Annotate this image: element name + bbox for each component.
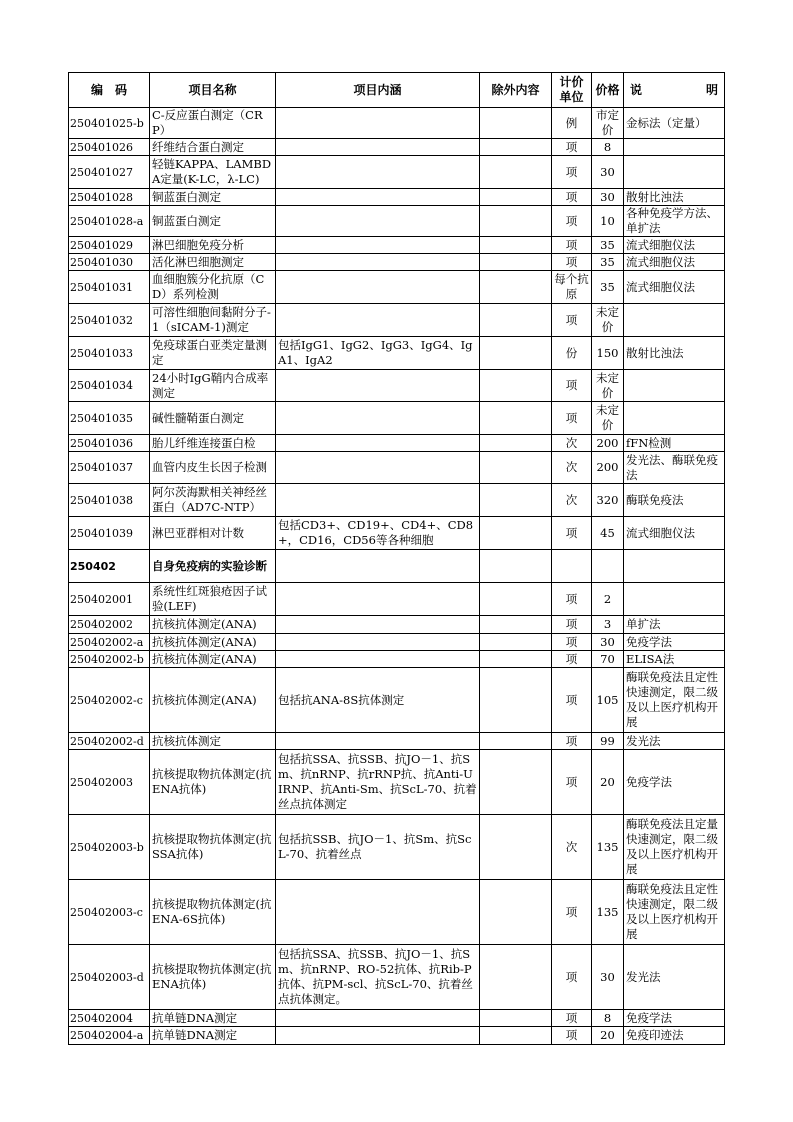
cell-price: 30 [592,945,624,1010]
cell-desc: 散射比浊法 [624,189,725,206]
cell-code: 250402004 [69,1010,150,1027]
cell-desc [624,139,725,156]
cell-code: 250401028-a [69,206,150,237]
cell-code: 250401029 [69,237,150,254]
cell-name: 抗核提取物抗体测定(抗ENA抗体) [150,750,276,815]
cell-price: 20 [592,750,624,815]
cell-name: 阿尔茨海默相关神经丝蛋白（AD7C-NTP） [150,484,276,517]
cell-price: 320 [592,484,624,517]
cell-code: 250401039 [69,517,150,550]
cell-code: 250402002 [69,616,150,634]
cell-name: 铜蓝蛋白测定 [150,206,276,237]
cell-unit: 项 [552,733,592,750]
table-row [69,550,725,583]
cell-name: 活化淋巴细胞测定 [150,254,276,271]
cell-exclude [480,550,552,583]
cell-desc: 酶联免疫法 [624,484,725,517]
table-row [69,651,725,668]
cell-desc: 单扩法 [624,616,725,634]
cell-price: 8 [592,1010,624,1027]
cell-desc: fFN检测 [624,435,725,452]
cell-unit: 项 [552,156,592,189]
cell-content [276,206,480,237]
cell-code: 250401034 [69,370,150,402]
cell-exclude [480,815,552,880]
cell-desc [624,550,725,583]
cell-price: 35 [592,237,624,254]
cell-exclude [480,189,552,206]
cell-exclude [480,1027,552,1045]
cell-desc [624,370,725,402]
cell-content [276,237,480,254]
table-row [69,237,725,254]
cell-price: 30 [592,156,624,189]
cell-unit [552,550,592,583]
cell-exclude [480,517,552,550]
table-row [69,733,725,750]
cell-name: 淋巴细胞免疫分析 [150,237,276,254]
cell-unit: 项 [552,880,592,945]
header-price: 价格 [592,73,624,108]
header-content: 项目内涵 [276,73,480,108]
cell-content [276,651,480,668]
cell-price: 70 [592,651,624,668]
cell-desc: 流式细胞仪法 [624,237,725,254]
header-desc: 说 明 [624,73,725,108]
cell-unit: 项 [552,651,592,668]
table-row [69,1010,725,1027]
cell-exclude [480,337,552,370]
table-row [69,668,725,733]
table-row [69,337,725,370]
cell-exclude [480,370,552,402]
cell-code: 250402002-c [69,668,150,733]
price-table-sheet [68,72,725,1045]
cell-code: 250402 [69,550,150,583]
cell-price: 市定价 [592,108,624,139]
cell-desc: 酶联免疫法且定量快速测定，限二级及以上医疗机构开展 [624,815,725,880]
cell-desc: 酶联免疫法且定性快速测定，限二级及以上医疗机构开展 [624,880,725,945]
cell-code: 250401027 [69,156,150,189]
cell-price: 200 [592,452,624,484]
cell-code: 250402003-c [69,880,150,945]
cell-unit: 次 [552,484,592,517]
cell-desc: 免疫学法 [624,634,725,651]
cell-exclude [480,733,552,750]
table-row [69,254,725,271]
cell-name: 可溶性细胞间黏附分子-1（sICAM-1)测定 [150,304,276,337]
table-row [69,370,725,402]
cell-code: 250402003 [69,750,150,815]
cell-code: 250402003-d [69,945,150,1010]
cell-price: 20 [592,1027,624,1045]
cell-unit: 每个抗原 [552,271,592,304]
table-row [69,189,725,206]
cell-unit: 项 [552,945,592,1010]
cell-unit: 项 [552,583,592,616]
cell-price: 150 [592,337,624,370]
cell-desc: 流式细胞仪法 [624,271,725,304]
cell-code: 250401032 [69,304,150,337]
cell-code: 250401031 [69,271,150,304]
cell-name: 纤维结合蛋白测定 [150,139,276,156]
cell-exclude [480,880,552,945]
cell-price: 135 [592,815,624,880]
cell-name: 铜蓝蛋白测定 [150,189,276,206]
cell-exclude [480,452,552,484]
cell-price: 2 [592,583,624,616]
cell-code: 250401030 [69,254,150,271]
cell-unit: 项 [552,1010,592,1027]
cell-exclude [480,402,552,435]
cell-desc: 免疫学法 [624,750,725,815]
cell-content [276,733,480,750]
cell-exclude [480,206,552,237]
cell-name: 血细胞簇分化抗原（CD）系列检测 [150,271,276,304]
cell-price: 35 [592,271,624,304]
cell-name: 抗核抗体测定 [150,733,276,750]
cell-code: 250402003-b [69,815,150,880]
cell-code: 250402001 [69,583,150,616]
cell-unit: 项 [552,750,592,815]
cell-name: 抗核抗体测定(ANA) [150,651,276,668]
cell-code: 250402002-b [69,651,150,668]
table-row [69,139,725,156]
cell-unit: 项 [552,517,592,550]
cell-code: 250402002-d [69,733,150,750]
table-row [69,304,725,337]
cell-desc: 发光法、酶联免疫法 [624,452,725,484]
table-row [69,206,725,237]
cell-exclude [480,668,552,733]
cell-name: 胎儿纤维连接蛋白检 [150,435,276,452]
cell-name: 碱性髓鞘蛋白测定 [150,402,276,435]
cell-content [276,616,480,634]
cell-price [592,550,624,583]
cell-unit: 项 [552,206,592,237]
cell-unit: 项 [552,189,592,206]
cell-content [276,156,480,189]
cell-content [276,634,480,651]
cell-desc [624,156,725,189]
cell-exclude [480,237,552,254]
cell-code: 250401035 [69,402,150,435]
cell-desc: 流式细胞仪法 [624,254,725,271]
cell-desc: 酶联免疫法且定性快速测定，限二级及以上医疗机构开展 [624,668,725,733]
table-row [69,583,725,616]
cell-unit: 项 [552,668,592,733]
cell-content: 包括CD3+、CD19+、CD4+、CD8+，CD16，CD56等各种细胞 [276,517,480,550]
cell-content [276,452,480,484]
cell-unit: 项 [552,139,592,156]
cell-name: 抗核抗体测定(ANA) [150,634,276,651]
table-row [69,402,725,435]
table-row [69,517,725,550]
cell-price: 10 [592,206,624,237]
cell-price: 8 [592,139,624,156]
table-row [69,1027,725,1045]
cell-content [276,1027,480,1045]
cell-code: 250401037 [69,452,150,484]
cell-code: 250401033 [69,337,150,370]
cell-unit: 项 [552,616,592,634]
cell-content [276,550,480,583]
cell-desc: 免疫印迹法 [624,1027,725,1045]
table-body [69,108,725,1045]
cell-price: 35 [592,254,624,271]
header-name: 项目名称 [150,73,276,108]
cell-name: 抗核提取物抗体测定(抗ENA抗体) [150,945,276,1010]
table-row [69,156,725,189]
cell-price: 45 [592,517,624,550]
cell-content [276,108,480,139]
table-row [69,880,725,945]
cell-price: 200 [592,435,624,452]
cell-name: 抗核抗体测定(ANA) [150,668,276,733]
cell-name: 自身免疫病的实验诊断 [150,550,276,583]
cell-content [276,139,480,156]
cell-code: 250401026 [69,139,150,156]
table-row [69,271,725,304]
table-row [69,452,725,484]
cell-price: 30 [592,189,624,206]
cell-exclude [480,583,552,616]
cell-name: 抗核抗体测定(ANA) [150,616,276,634]
cell-exclude [480,139,552,156]
cell-content [276,402,480,435]
cell-name: 免疫球蛋白亚类定量测定 [150,337,276,370]
cell-unit: 例 [552,108,592,139]
cell-price: 未定价 [592,402,624,435]
cell-price: 135 [592,880,624,945]
cell-unit: 项 [552,237,592,254]
cell-name: 抗核提取物抗体测定(抗ENA-6S抗体) [150,880,276,945]
cell-exclude [480,304,552,337]
table-row [69,616,725,634]
cell-desc: 发光法 [624,733,725,750]
table-row [69,484,725,517]
cell-price: 99 [592,733,624,750]
table-row [69,634,725,651]
cell-exclude [480,1010,552,1027]
cell-price: 未定价 [592,304,624,337]
cell-exclude [480,634,552,651]
cell-price: 3 [592,616,624,634]
header-row [69,73,725,108]
table-row [69,945,725,1010]
cell-unit: 份 [552,337,592,370]
cell-unit: 次 [552,815,592,880]
cell-name: 血管内皮生长因子检测 [150,452,276,484]
cell-desc: 免疫学法 [624,1010,725,1027]
cell-name: 抗单链DNA测定 [150,1010,276,1027]
cell-exclude [480,484,552,517]
cell-unit: 次 [552,435,592,452]
cell-content [276,370,480,402]
table-row [69,815,725,880]
table-row [69,108,725,139]
cell-name: 轻链KAPPA、LAMBDA定量(K-LC，λ-LC) [150,156,276,189]
cell-price: 未定价 [592,370,624,402]
cell-desc: 发光法 [624,945,725,1010]
cell-code: 250402004-a [69,1027,150,1045]
header-unit: 计价单位 [552,73,592,108]
cell-exclude [480,254,552,271]
cell-code: 250402002-a [69,634,150,651]
cell-unit: 项 [552,634,592,651]
cell-name: 抗单链DNA测定 [150,1027,276,1045]
cell-desc [624,304,725,337]
header-exclude: 除外内容 [480,73,552,108]
cell-content: 包括抗ANA-8S抗体测定 [276,668,480,733]
cell-content [276,271,480,304]
cell-unit: 项 [552,1027,592,1045]
cell-price: 105 [592,668,624,733]
cell-name: 24小时IgG鞘内合成率测定 [150,370,276,402]
cell-name: 抗核提取物抗体测定(抗SSA抗体) [150,815,276,880]
cell-content [276,254,480,271]
cell-desc: ELISA法 [624,651,725,668]
cell-desc [624,402,725,435]
cell-code: 250401036 [69,435,150,452]
table-row [69,750,725,815]
cell-exclude [480,945,552,1010]
cell-exclude [480,750,552,815]
cell-price: 30 [592,634,624,651]
cell-content [276,1010,480,1027]
cell-unit: 项 [552,370,592,402]
cell-exclude [480,435,552,452]
cell-exclude [480,616,552,634]
cell-content [276,304,480,337]
cell-exclude [480,271,552,304]
cell-desc [624,583,725,616]
price-table [68,72,725,1045]
cell-exclude [480,651,552,668]
cell-code: 250401025-b [69,108,150,139]
cell-unit: 项 [552,254,592,271]
cell-content: 包括抗SSB、抗JO－1、抗Sm、抗ScL-70、抗着丝点 [276,815,480,880]
cell-content: 包括抗SSA、抗SSB、抗JO－1、抗Sm、抗nRNP、抗rRNP抗、抗Anti-UIRNP、抗Anti-Sm、抗ScL-70、抗着丝点抗体测定 [276,750,480,815]
cell-content: 包括抗SSA、抗SSB、抗JO－1、抗Sm、抗nRNP、RO-52抗体、抗Rib-P抗体、抗PM-scl、抗ScL-70、抗着丝点抗体测定。 [276,945,480,1010]
cell-desc: 散射比浊法 [624,337,725,370]
cell-code: 250401038 [69,484,150,517]
cell-exclude [480,156,552,189]
header-code: 编 码 [69,73,150,108]
cell-desc: 各种免疫学方法、单扩法 [624,206,725,237]
cell-unit: 项 [552,304,592,337]
cell-content [276,189,480,206]
cell-name: C-反应蛋白测定（CRP） [150,108,276,139]
cell-content [276,880,480,945]
cell-name: 淋巴亚群相对计数 [150,517,276,550]
cell-unit: 次 [552,452,592,484]
cell-name: 系统性红斑狼疮因子试验(LEF) [150,583,276,616]
cell-code: 250401028 [69,189,150,206]
cell-unit: 项 [552,402,592,435]
cell-exclude [480,108,552,139]
cell-desc: 金标法（定量） [624,108,725,139]
cell-content: 包括IgG1、IgG2、IgG3、IgG4、IgA1、IgA2 [276,337,480,370]
cell-desc: 流式细胞仪法 [624,517,725,550]
cell-content [276,484,480,517]
cell-content [276,435,480,452]
table-row [69,435,725,452]
cell-content [276,583,480,616]
